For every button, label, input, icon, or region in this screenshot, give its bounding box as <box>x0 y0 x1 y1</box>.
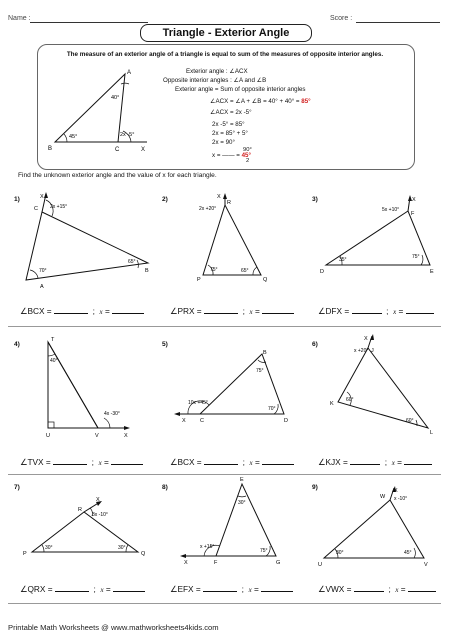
problem-5-vertex-b: B <box>263 350 267 356</box>
example-line-9-text: x = —— = <box>212 152 240 159</box>
problem-8-number: 8) <box>162 484 168 491</box>
problem-5-answer-label: ∠BCX = <box>170 457 202 467</box>
problem-1-angle-2: 65° <box>128 259 136 265</box>
problem-1-x-blank[interactable] <box>112 306 144 314</box>
problem-9-answer-label: ∠VWX = <box>318 584 352 594</box>
example-line-3: Exterior angle = Sum of opposite interior angles <box>175 86 306 93</box>
problem-2-triangle <box>185 193 275 283</box>
problem-9-semicolon: ; <box>388 584 391 594</box>
problem-6-semicolon: ; <box>384 457 388 467</box>
example-line-4 <box>210 98 311 105</box>
problem-4-number: 4) <box>14 341 20 348</box>
problem-7-vertex-p: P <box>23 551 27 557</box>
example-vertex-x: X <box>141 147 146 153</box>
problem-5-angle-1: 75° <box>256 368 264 374</box>
problem-8-equals: = <box>254 584 259 594</box>
problem-2-angle-1: 75° <box>210 267 218 273</box>
problem-7-vertex-q: Q <box>141 551 146 557</box>
problem-6-angle-1: 60° <box>346 397 354 403</box>
problem-8-vertex-x: X <box>184 560 188 566</box>
problem-5-number: 5) <box>162 341 168 348</box>
problem-9-number: 9) <box>312 484 318 491</box>
problem-5-x-blank[interactable] <box>262 457 294 465</box>
problem-1-angle-blank[interactable] <box>54 306 88 314</box>
example-statement: The measure of an exterior angle of a triangle is equal to sum of the measures of opposite interior angles. <box>66 51 384 58</box>
problem-2-angle-2: 65° <box>241 268 249 274</box>
example-line-1: Exterior angle : ∠ACX <box>186 68 248 75</box>
problem-9-vertex-v: V <box>424 562 428 568</box>
problem-9-angle-ext: x -10° <box>394 496 408 502</box>
problem-8-semicolon: ; <box>241 584 244 594</box>
problem-6-vertex-j: J <box>371 348 374 354</box>
page-title: Triangle - Exterior Angle <box>140 24 312 42</box>
problem-2-angle-ext: 2x +20° <box>199 206 217 212</box>
problem-3-x-blank[interactable] <box>406 306 434 314</box>
problem-6-angle-blank[interactable] <box>350 457 380 465</box>
problem-1-vertex-a: A <box>40 284 44 290</box>
row-divider-2 <box>8 474 441 475</box>
problem-8-vertex-f: F <box>214 560 218 566</box>
problem-3-number: 3) <box>312 196 318 203</box>
problem-3-answer <box>318 306 434 316</box>
problem-5-equals: = <box>254 457 260 467</box>
problem-5-vertex-c: C <box>200 418 204 424</box>
problem-6-equals: = <box>397 457 402 467</box>
problem-1-angle-ext: 2x +15° <box>50 204 68 210</box>
problem-5-angle-2: 70° <box>268 406 276 412</box>
problem-9-vertex-w: W <box>380 494 386 500</box>
problem-7-angle-ext: 3x -10° <box>92 512 108 518</box>
name-label: Name : <box>8 15 31 22</box>
problem-4-x-blank[interactable] <box>111 457 143 465</box>
example-frac-num: 90° <box>243 147 252 153</box>
footer-credit: Printable Math Worksheets @ www.mathworksheets4kids.com <box>8 623 219 632</box>
problem-4-answer-label: ∠TVX = <box>20 457 51 467</box>
problem-4-angle-blank[interactable] <box>53 457 87 465</box>
problem-2-vertex-q: Q <box>263 277 268 283</box>
problem-6-angle-2: 60° <box>406 418 414 424</box>
problem-5-x-var: x <box>249 459 253 467</box>
problem-1-number: 1) <box>14 196 20 203</box>
score-label: Score : <box>330 15 353 22</box>
problem-1-answer-label: ∠BCX = <box>20 306 52 316</box>
problem-5-answer <box>170 457 294 467</box>
problem-3-semicolon: ; <box>386 306 389 316</box>
problem-8-answer <box>170 584 293 594</box>
problem-2-x-var: x <box>249 308 253 316</box>
example-vertex-c: C <box>115 147 120 153</box>
problem-6-x-var: x <box>391 459 395 467</box>
problem-3-vertex-f: F <box>411 211 415 217</box>
problem-2-answer-label: ∠PRX = <box>170 306 202 316</box>
problem-7-angle-1: 30° <box>45 545 53 551</box>
problem-8-angle-2: 75° <box>260 548 268 554</box>
problem-4-answer <box>20 457 143 467</box>
example-line-7: 2x = 85° + 5° <box>212 130 248 137</box>
problem-7-answer <box>20 584 145 594</box>
problem-6-triangle <box>320 332 440 440</box>
problem-1-answer <box>20 306 144 316</box>
problem-7-semicolon: ; <box>93 584 96 594</box>
problem-9-equals: = <box>400 584 406 594</box>
problem-6-vertex-k: K <box>330 401 334 407</box>
problem-9-angle-1: 30° <box>336 550 344 556</box>
problem-8-angle-ext: x +15° <box>200 544 215 550</box>
problem-8-triangle <box>172 474 292 570</box>
problem-2-angle-blank[interactable] <box>204 306 238 314</box>
problem-7-equals: = <box>105 584 111 594</box>
problem-7-x-var: x <box>100 586 104 594</box>
problem-8-vertex-e: E <box>240 477 244 483</box>
problem-3-vertex-d: D <box>320 269 324 275</box>
problem-4-vertex-t: T <box>51 337 55 343</box>
problem-3-angle-1: 35° <box>339 257 347 263</box>
problem-1-vertex-x: X <box>40 194 44 200</box>
example-triangle <box>45 62 155 162</box>
problem-5-triangle <box>170 344 290 432</box>
problem-2-number: 2) <box>162 196 168 203</box>
problem-7-angle-2: 30° <box>118 545 126 551</box>
problem-3-vertex-x: X <box>412 197 416 203</box>
problem-6-number: 6) <box>312 341 318 348</box>
problem-2-answer <box>170 306 294 316</box>
problem-3-vertex-e: E <box>430 269 434 275</box>
problem-8-x-blank[interactable] <box>261 584 293 592</box>
problem-7-triangle <box>20 494 160 564</box>
problem-4-vertex-u: U <box>46 433 50 439</box>
instructions: Find the unknown exterior angle and the value of x for each triangle. <box>18 172 217 179</box>
row-divider-3 <box>8 603 441 604</box>
problem-8-angle-blank[interactable] <box>203 584 237 592</box>
problem-9-triangle <box>318 484 438 568</box>
problem-3-angle-ext: 5x +10° <box>382 207 400 213</box>
problem-9-x-var: x <box>395 586 399 594</box>
example-result-x: 45° <box>241 152 251 159</box>
problem-8-vertex-g: G <box>276 560 281 566</box>
problem-2-semicolon: ; <box>242 306 245 316</box>
problem-7-vertex-x: X <box>96 497 100 503</box>
example-frac-den: 2 <box>246 158 250 164</box>
problem-3-angle-2: 75° <box>412 254 420 260</box>
problem-5-angle-ext: 10x +45° <box>188 400 208 406</box>
problem-1-semicolon: ; <box>92 306 95 316</box>
problem-3-x-var: x <box>393 308 397 316</box>
example-angle-ext: 2x -5° <box>120 132 135 138</box>
problem-3-angle-blank[interactable] <box>352 306 382 314</box>
problem-8-answer-label: ∠EFX = <box>170 584 201 594</box>
problem-6-answer <box>318 457 432 467</box>
problem-7-vertex-r: R <box>78 507 82 513</box>
problem-1-x-var: x <box>99 308 103 316</box>
problem-4-equals: = <box>104 457 109 467</box>
problem-1-triangle <box>20 190 160 290</box>
problem-9-angle-blank[interactable] <box>354 584 384 592</box>
problem-9-vertex-x: X <box>394 488 398 494</box>
example-vertex-a: A <box>127 70 132 76</box>
problem-2-equals: = <box>254 306 260 316</box>
problem-2-vertex-p: P <box>197 277 201 283</box>
problem-9-x-blank[interactable] <box>408 584 436 592</box>
problem-6-vertex-x: X <box>364 336 368 342</box>
example-line-2: Opposite interior angles : ∠A and ∠B <box>163 77 267 84</box>
example-line-6: 2x -5° = 85° <box>212 121 245 128</box>
problem-1-angle-1: 70° <box>39 268 47 274</box>
problem-7-number: 7) <box>14 484 20 491</box>
problem-1-vertex-b: B <box>145 268 149 274</box>
problem-5-semicolon: ; <box>242 457 245 467</box>
example-vertex-b: B <box>48 146 53 152</box>
example-line-5: ∠ACX = 2x -5° <box>210 109 252 116</box>
problem-6-vertex-l: L <box>430 430 434 436</box>
problem-7-angle-blank[interactable] <box>55 584 89 592</box>
example-line-4-text: ∠ACX = ∠A + ∠B = 40° + 40° = <box>210 98 300 105</box>
problem-9-answer <box>318 584 436 594</box>
problem-2-vertex-r: R <box>227 200 231 206</box>
problem-3-answer-label: ∠DFX = <box>318 306 350 316</box>
problem-3-triangle <box>318 193 438 283</box>
problem-1-vertex-c: C <box>34 206 38 212</box>
example-result-angle: 85° <box>301 98 311 105</box>
problem-4-angle-ext: 4x -30° <box>104 411 120 417</box>
problem-6-x-blank[interactable] <box>404 457 432 465</box>
problem-9-angle-2: 45° <box>404 550 412 556</box>
problem-6-angle-ext: x +20° <box>354 348 369 354</box>
problem-1-equals: = <box>104 306 110 316</box>
problem-5-angle-blank[interactable] <box>204 457 238 465</box>
problem-4-vertex-x: X <box>124 433 128 439</box>
problem-4-angle-1: 40° <box>50 358 58 364</box>
example-angle-b: 45° <box>69 134 78 140</box>
problem-5-vertex-x: X <box>182 418 186 424</box>
problem-4-x-var: x <box>98 459 102 467</box>
problem-9-vertex-u: U <box>318 562 322 568</box>
problem-7-answer-label: ∠QRX = <box>20 584 53 594</box>
problem-4-triangle <box>38 332 158 444</box>
example-line-8: 2x = 90° <box>212 139 235 146</box>
row-divider-1 <box>8 326 441 327</box>
problem-6-answer-label: ∠KJX = <box>318 457 348 467</box>
problem-8-x-var: x <box>248 586 252 594</box>
problem-2-x-blank[interactable] <box>262 306 294 314</box>
problem-2-vertex-x: X <box>217 194 221 200</box>
problem-4-vertex-v: V <box>95 433 99 439</box>
example-angle-a: 40° <box>111 95 120 101</box>
problem-4-semicolon: ; <box>91 457 94 467</box>
problem-5-vertex-d: D <box>284 418 288 424</box>
name-line[interactable] <box>30 22 148 23</box>
problem-3-equals: = <box>398 306 404 316</box>
score-line[interactable] <box>356 22 440 23</box>
problem-7-x-blank[interactable] <box>113 584 145 592</box>
problem-8-angle-1: 30° <box>238 500 246 506</box>
